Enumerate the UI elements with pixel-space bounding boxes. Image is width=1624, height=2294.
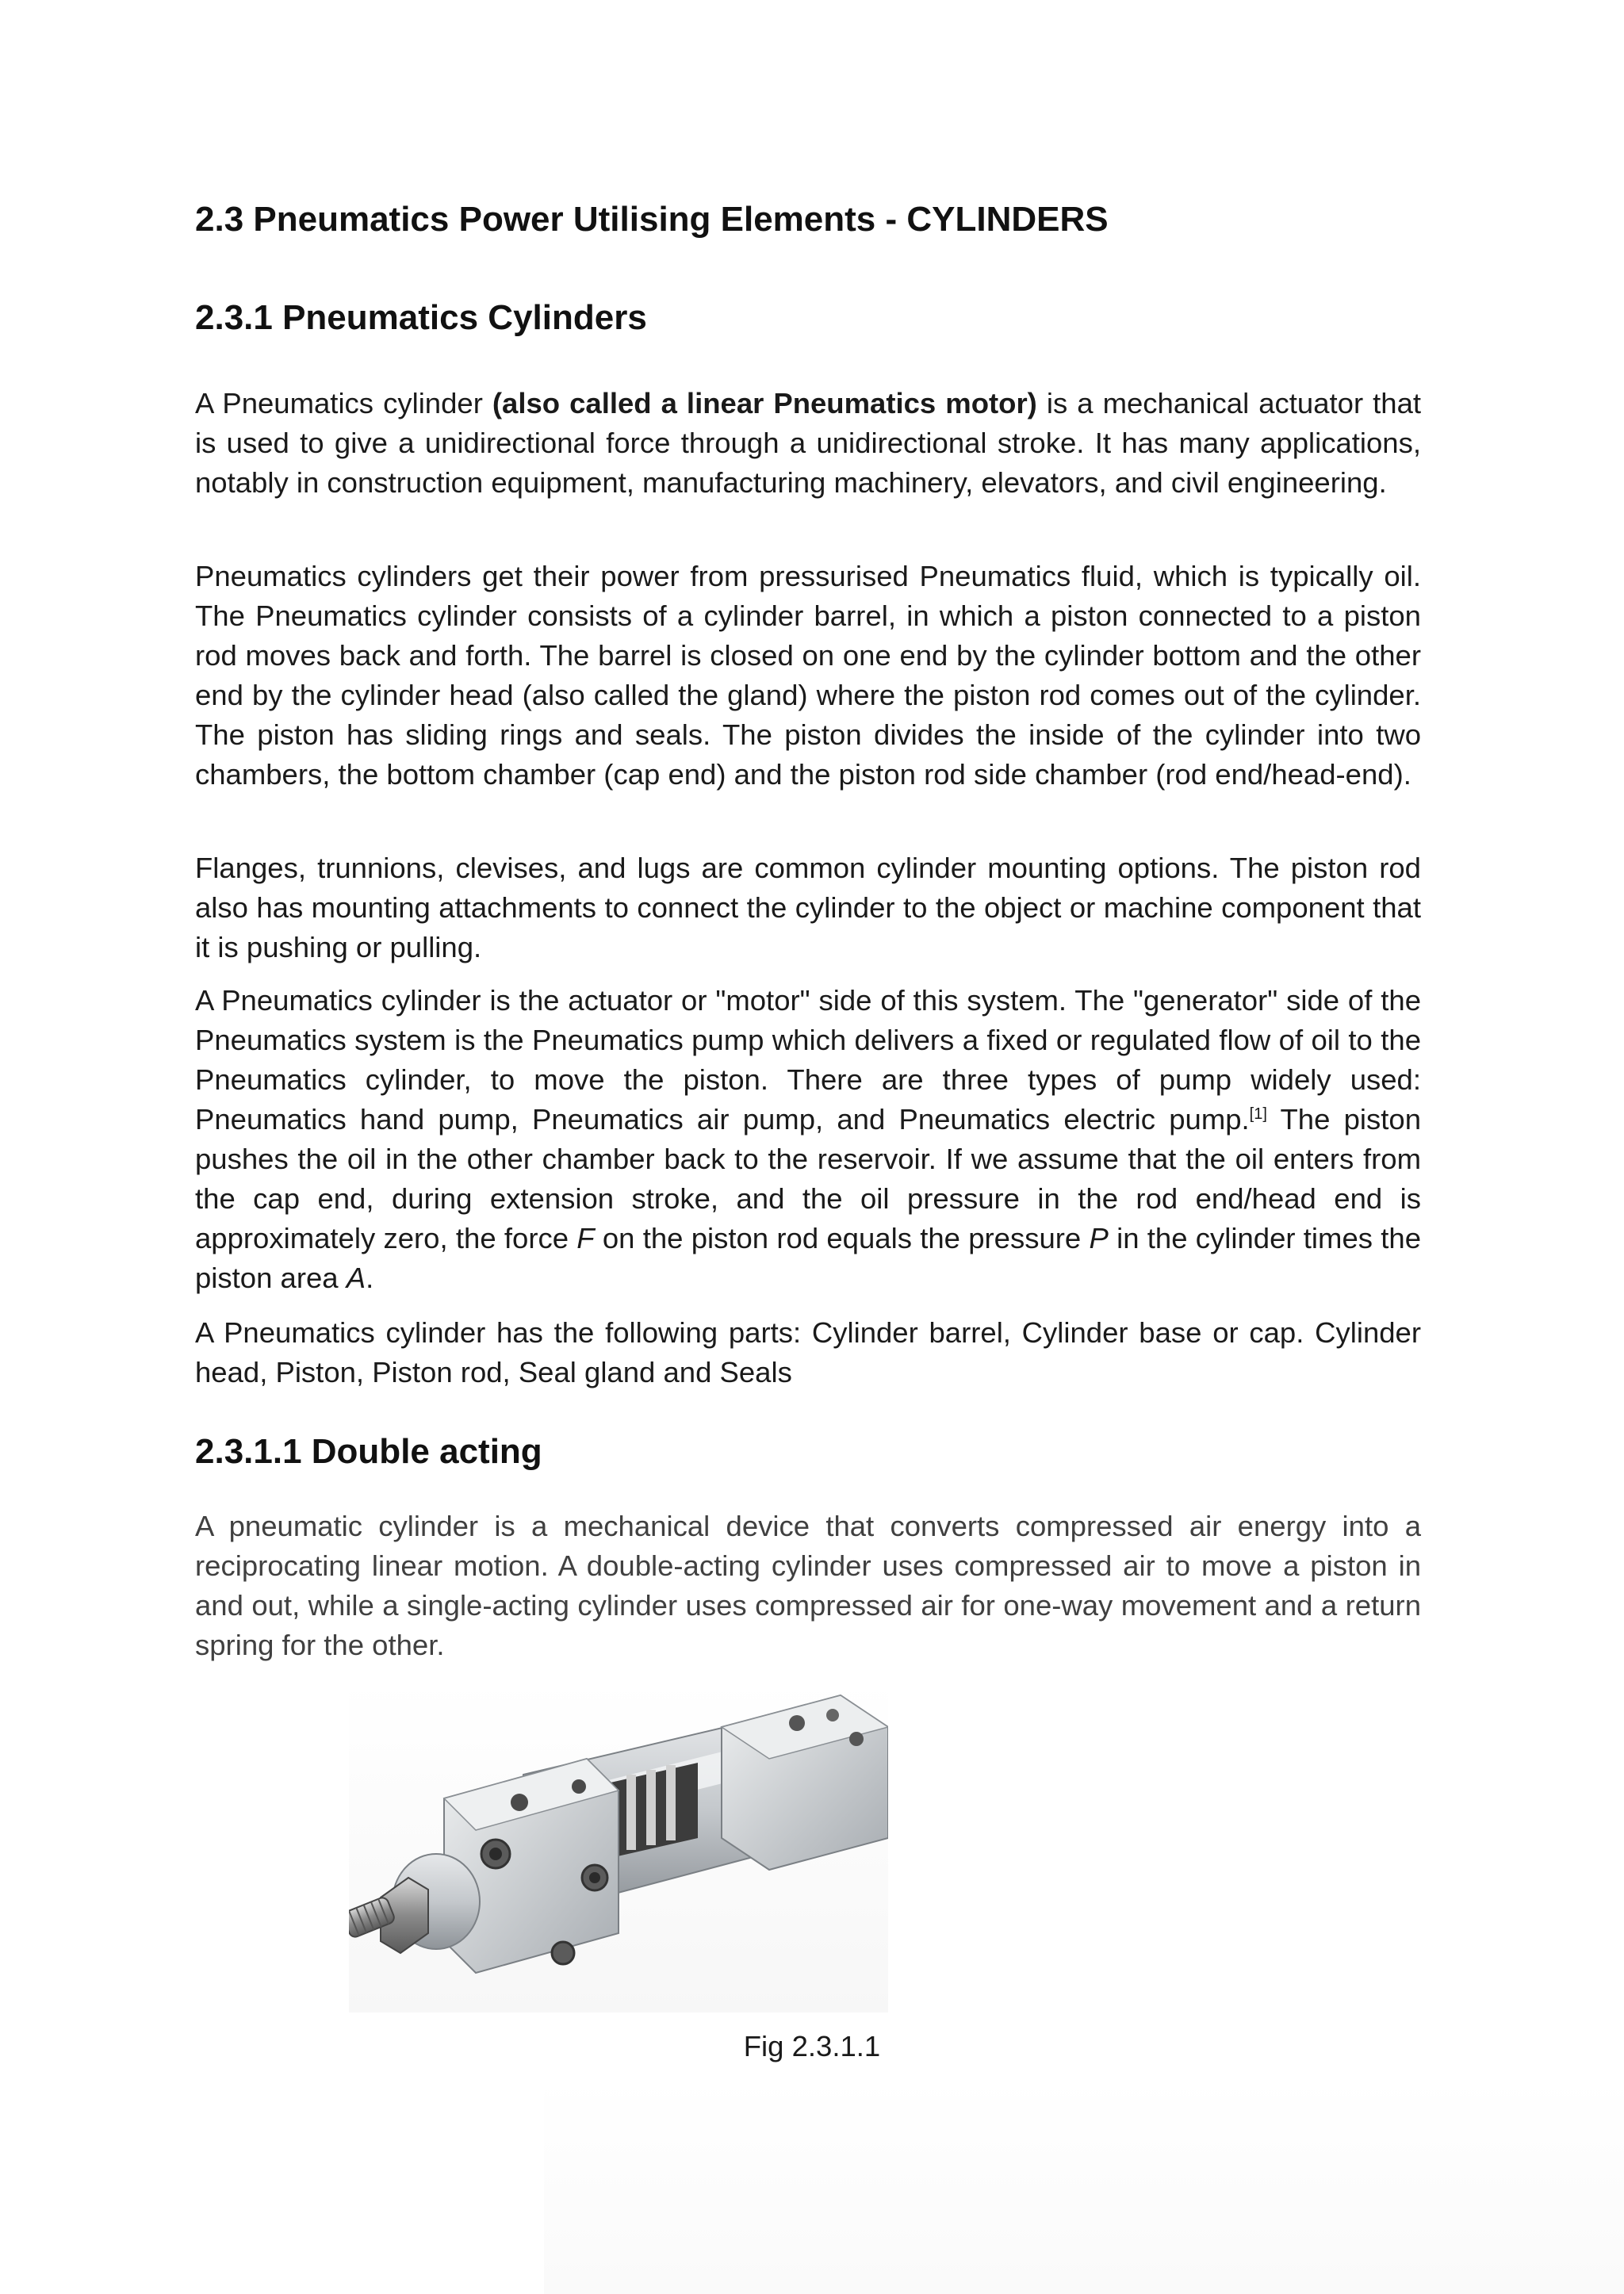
paragraph-construction: Pneumatics cylinders get their power from pressurised Pneumatics fluid, which is typically oil. The Pneumatics cylinder consists of a cylinder barrel, in which a piston connected to a piston rod moves back and forth. The barrel is closed on one end by the cylinder bottom and the other end by the cylinder head (also called the gland) where the piston rod comes out of the cylinder. The piston has sliding rings and seals. The piston divides the inside of the cylinder into two chambers, the bottom chamber (cap end) and the piston rod side chamber (rod end/head-end). bbox=[195, 560, 1421, 791]
paragraph-parts: A Pneumatics cylinder has the following parts: Cylinder barrel, Cylinder base or cap. Cylinder head, Piston, Piston rod, Seal gland and Seals bbox=[195, 1316, 1421, 1388]
section-heading: 2.3 Pneumatics Power Utilising Elements - CYLINDERS bbox=[195, 200, 1109, 239]
paragraph-system: A Pneumatics cylinder is the actuator or "motor" side of this system. The "generator" side of the Pneumatics system is the Pneumatics pump which delivers a fixed or regulated flow of oil to the Pneumatics cylinder, to move the piston. There are three types of pump widely used: Pneumatics hand pump, Pneumatics air pump, and Pneumatics electric pump.[1] The piston pushes the oil in the other chamber back to the reservoir. If we assume that the oil enters from the cap end, during extension stroke, and the oil pressure in the rod end/head end is approximately zero, the force F on the piston rod equals the pressure P in the cylinder times the piston area A. bbox=[195, 984, 1421, 1294]
paragraph-mounting: Flanges, trunnions, clevises, and lugs are common cylinder mounting options. The piston rod also has mounting attachments to connect the cylinder to the object or machine component that it is pushing or pulling. bbox=[195, 852, 1421, 963]
subsection-heading: 2.3.1 Pneumatics Cylinders bbox=[195, 298, 647, 337]
paragraph-double-acting: A pneumatic cylinder is a mechanical device that converts compressed air energy into a reciprocating linear motion. A double-acting cylinder uses compressed air to move a piston in and out, while a single-acting cylinder uses compressed air for one-way movement and a return spring for the other. bbox=[195, 1510, 1421, 1661]
reference-marker[interactable]: [1] bbox=[1249, 1105, 1267, 1123]
paragraph-intro: A Pneumatics cylinder (also called a linear Pneumatics motor) is a mechanical actuator that is used to give a unidirectional force through a unidirectional stroke. It has many applications, notably in construction equipment, manufacturing machinery, elevators, and civil engineering. bbox=[195, 387, 1422, 499]
pneumatic-cylinder-image bbox=[349, 1679, 888, 2013]
figure-caption: Fig 2.3.1.1 bbox=[743, 2030, 881, 2062]
background-shade bbox=[544, 2078, 1624, 2294]
subsubsection-heading: 2.3.1.1 Double acting bbox=[195, 1432, 542, 1471]
